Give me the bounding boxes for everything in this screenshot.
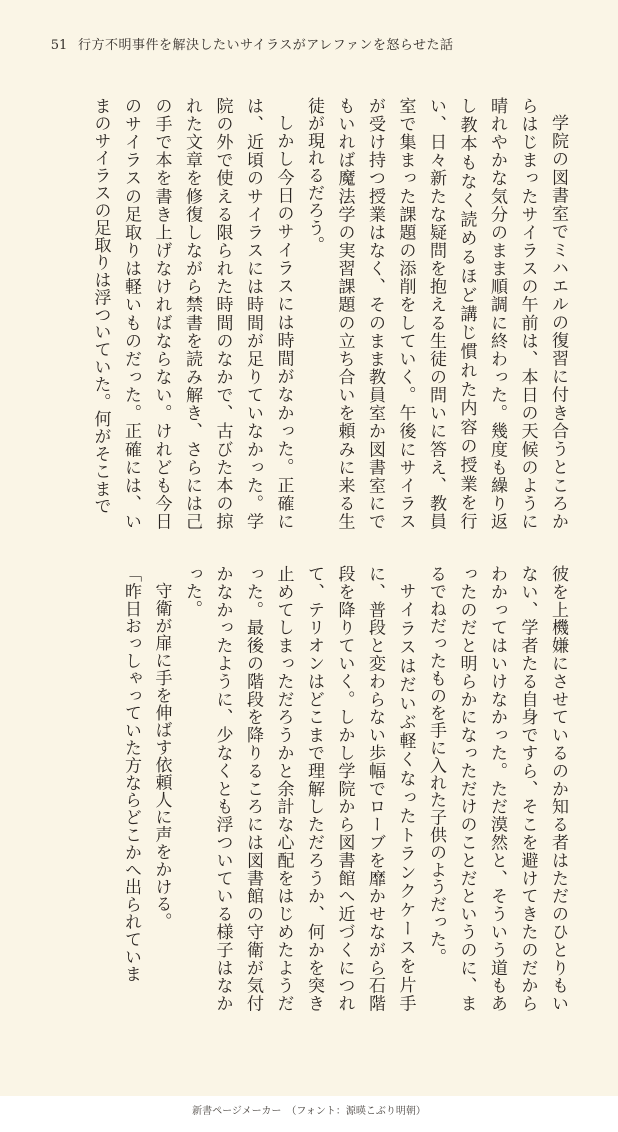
chapter-title: 行方不明事件を解決したいサイラスがアレファンを怒らせた話 xyxy=(78,38,454,53)
upper-text-block xyxy=(63,97,573,530)
page-header xyxy=(40,36,600,56)
page-number: 51 xyxy=(50,38,68,53)
lower-text-block xyxy=(63,565,573,1012)
paragraph: サイラスはだいぶ軽くなったトランクケースを片手に、普段と変わらない歩幅でローブを靡かせながら石階段を降りていく。しかし学院から図書館へ近づくにつれて、テリオンはどこまで理解しただろうか、何かを突き止めてしまっただろうかと余計な心配をはじめたようだった。最後の階段を降りるころには図書館の守衛が気付かなかったように、少なくとも浮ついている様子はなかった。 xyxy=(182,565,416,1012)
paragraph: しかし今日のサイラスには時間がなかった。正確には、近頃のサイラスには時間が足りていなかった。学院の外で使える限られた時間のなかで、古びた本の掠れた文章を修復しながら禁書を読み解き、さらには己の手で本を書き上げなければならない。けれども今日のサイラスの足取りは軽いものだった。正確には、いまのサイラスの足取りは浮ついていた。何がそこまで xyxy=(90,97,294,530)
paragraph: 彼を上機嫌にさせているのか知る者はただのひとりもいない、学者たる自身ですら、そこを避けてきたのだからわかってはいけなかった。ただ漠然と、そういう道もあったのだと明らかになっただけのことだというのに、まるでねだったものを手に入れた子供のようだった。 xyxy=(426,565,568,1012)
paragraph: 学院の図書室でミハエルの復習に付き合うところからはじまったサイラスの午前は、本日の天候のように晴れやかな気分のまま順調に終わった。幾度も繰り返し教本もなく読めるほど講じ慣れた内容の授業を行い、日々新たな疑問を抱える生徒の問いに答え、教員室で集まった課題の添削をしていく。午後にサイラスが受け持つ授業はなく、そのまま教員室か図書室にでもいれば魔法学の実習課題の立ち合いを頼みに来る生徒が現れるだろう。 xyxy=(304,97,568,530)
paragraph: 守衛が扉に手を伸ばす依頼人に声をかける。 xyxy=(151,582,172,930)
paragraph: 「昨日おっしゃっていた方ならどこかへ出られていま xyxy=(121,565,141,983)
footer-credit: 新書ページメーカー （フォント：源暎こぶり明朝） xyxy=(192,1106,426,1117)
